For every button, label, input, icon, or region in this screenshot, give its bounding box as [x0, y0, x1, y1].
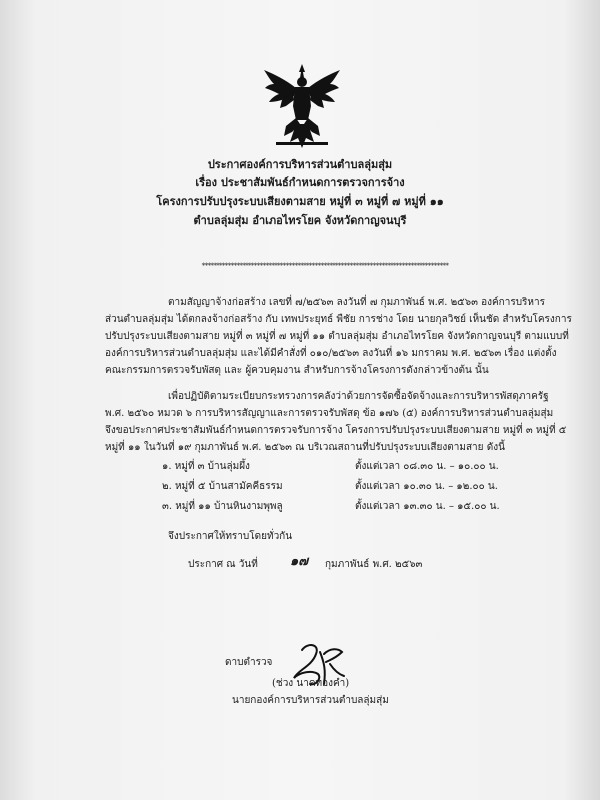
- signature-name: (ช่วง นาคทองคำ): [272, 678, 350, 689]
- signature-rank: ดาบตำรวจ: [225, 657, 273, 668]
- paragraph-2-line-3: จึงขอประกาศประชาสัมพันธ์กำหนดการตรวจรับการจ้าง โครงการปรับปรุงระบบเสียงตามสาย หมู่ที่ ๓ หมู่ที่ ๕: [105, 425, 567, 436]
- paragraph-1-line-2: ส่วนตำบลลุ่มสุ่ม ได้ตกลงจ้างก่อสร้าง กับ เทพประยุทธ์ พืชัย การช่าง โดย นายกุลวิชย์ เห็นชัด สำหรับโครงการ: [105, 314, 572, 325]
- garuda-emblem-icon: [262, 62, 342, 150]
- separator-stars: *************************************************************************************: [201, 262, 449, 270]
- paragraph-1-line-3: ปรับปรุงระบบเสียงตามสาย หมู่ที่ ๓ หมู่ที่ ๗ หมู่ที่ ๑๑ ตำบลลุ่มสุ่ม อำเภอไทรโยค จังหวัดกาญจนบุรี ตามแบบที่: [105, 331, 569, 342]
- announce-prefix: ประกาศ ณ วันที่: [188, 559, 258, 570]
- announce-suffix: กุมภาพันธ์ พ.ศ. ๒๕๖๓: [325, 559, 423, 570]
- announce-day: ๑๗: [290, 554, 309, 569]
- paragraph-2-line-2: พ.ศ. ๒๕๖๐ หมวด ๖ การบริหารสัญญาและการตรวจรับพัสดุ ข้อ ๑๗๖ (๕) องค์การบริหารส่วนตำบลลุ่มสุ่ม: [105, 408, 554, 419]
- closing-text: จึงประกาศให้ทราบโดยทั่วกัน: [168, 531, 293, 542]
- header-line-3: โครงการปรับปรุงระบบเสียงตามสาย หมู่ที่ ๓ หมู่ที่ ๗ หมู่ที่ ๑๑: [156, 195, 444, 208]
- paragraph-1-line-1: ตามสัญญาจ้างก่อสร้าง เลขที่ ๗/๒๕๖๓ ลงวันที่ ๗ กุมภาพันธ์ พ.ศ. ๒๕๖๓ องค์การบริหาร: [168, 297, 546, 308]
- signature-title: นายกองค์การบริหารส่วนตำบลลุ่มสุ่ม: [232, 695, 389, 706]
- schedule-item-3-time: ตั้งแต่เวลา ๑๓.๓๐ น. – ๑๕.๐๐ น.: [355, 501, 500, 512]
- paragraph-1-line-5: คณะกรรมการตรวจรับพัสดุ และ ผู้ควบคุมงาน สำหรับการจ้างโครงการดังกล่าวข้างต้น นั้น: [105, 365, 489, 376]
- schedule-item-2-time: ตั้งแต่เวลา ๑๐.๓๐ น. – ๑๒.๐๐ น.: [355, 481, 498, 492]
- header-line-1: ประกาศองค์การบริหารส่วนตำบลลุ่มสุ่ม: [207, 158, 393, 171]
- schedule-item-1-time: ตั้งแต่เวลา ๐๘.๓๐ น. – ๑๐.๐๐ น.: [355, 461, 499, 472]
- paragraph-2-line-4: หมู่ที่ ๑๑ ในวันที่ ๑๙ กุมภาพันธ์ พ.ศ. ๒๕๖๓ ณ บริเวณสถานที่ปรับปรุงระบบเสียงตามสาย ดังนี้: [105, 442, 505, 453]
- paragraph-1-line-4: องค์การบริหารส่วนตำบลลุ่มสุ่ม และได้มีคำสั่งที่ ๐๑๐/๒๕๖๓ ลงวันที่ ๑๖ มกราคม พ.ศ. ๒๕๖๓ เรื่อง แต่งตั้ง: [105, 348, 557, 359]
- schedule-item-3-name: ๓. หมู่ที่ ๑๑ บ้านหินงามพุพลู: [162, 501, 283, 512]
- schedule-item-2-name: ๒. หมู่ที่ ๕ บ้านสามัคคีธรรม: [162, 481, 283, 492]
- schedule-item-1-name: ๑. หมู่ที่ ๓ บ้านลุ่มผึ้ง: [162, 461, 250, 472]
- paragraph-2-line-1: เพื่อปฏิบัติตามระเบียบกระทรวงการคลังว่าด้วยการจัดซื้อจัดจ้างและการบริหารพัสดุภาครัฐ: [168, 391, 549, 402]
- header-line-2: เรื่อง ประชาสัมพันธ์กำหนดการตรวจการจ้าง: [195, 176, 405, 189]
- header-line-4: ตำบลลุ่มสุ่ม อำเภอไทรโยค จังหวัดกาญจนบุรี: [193, 214, 407, 227]
